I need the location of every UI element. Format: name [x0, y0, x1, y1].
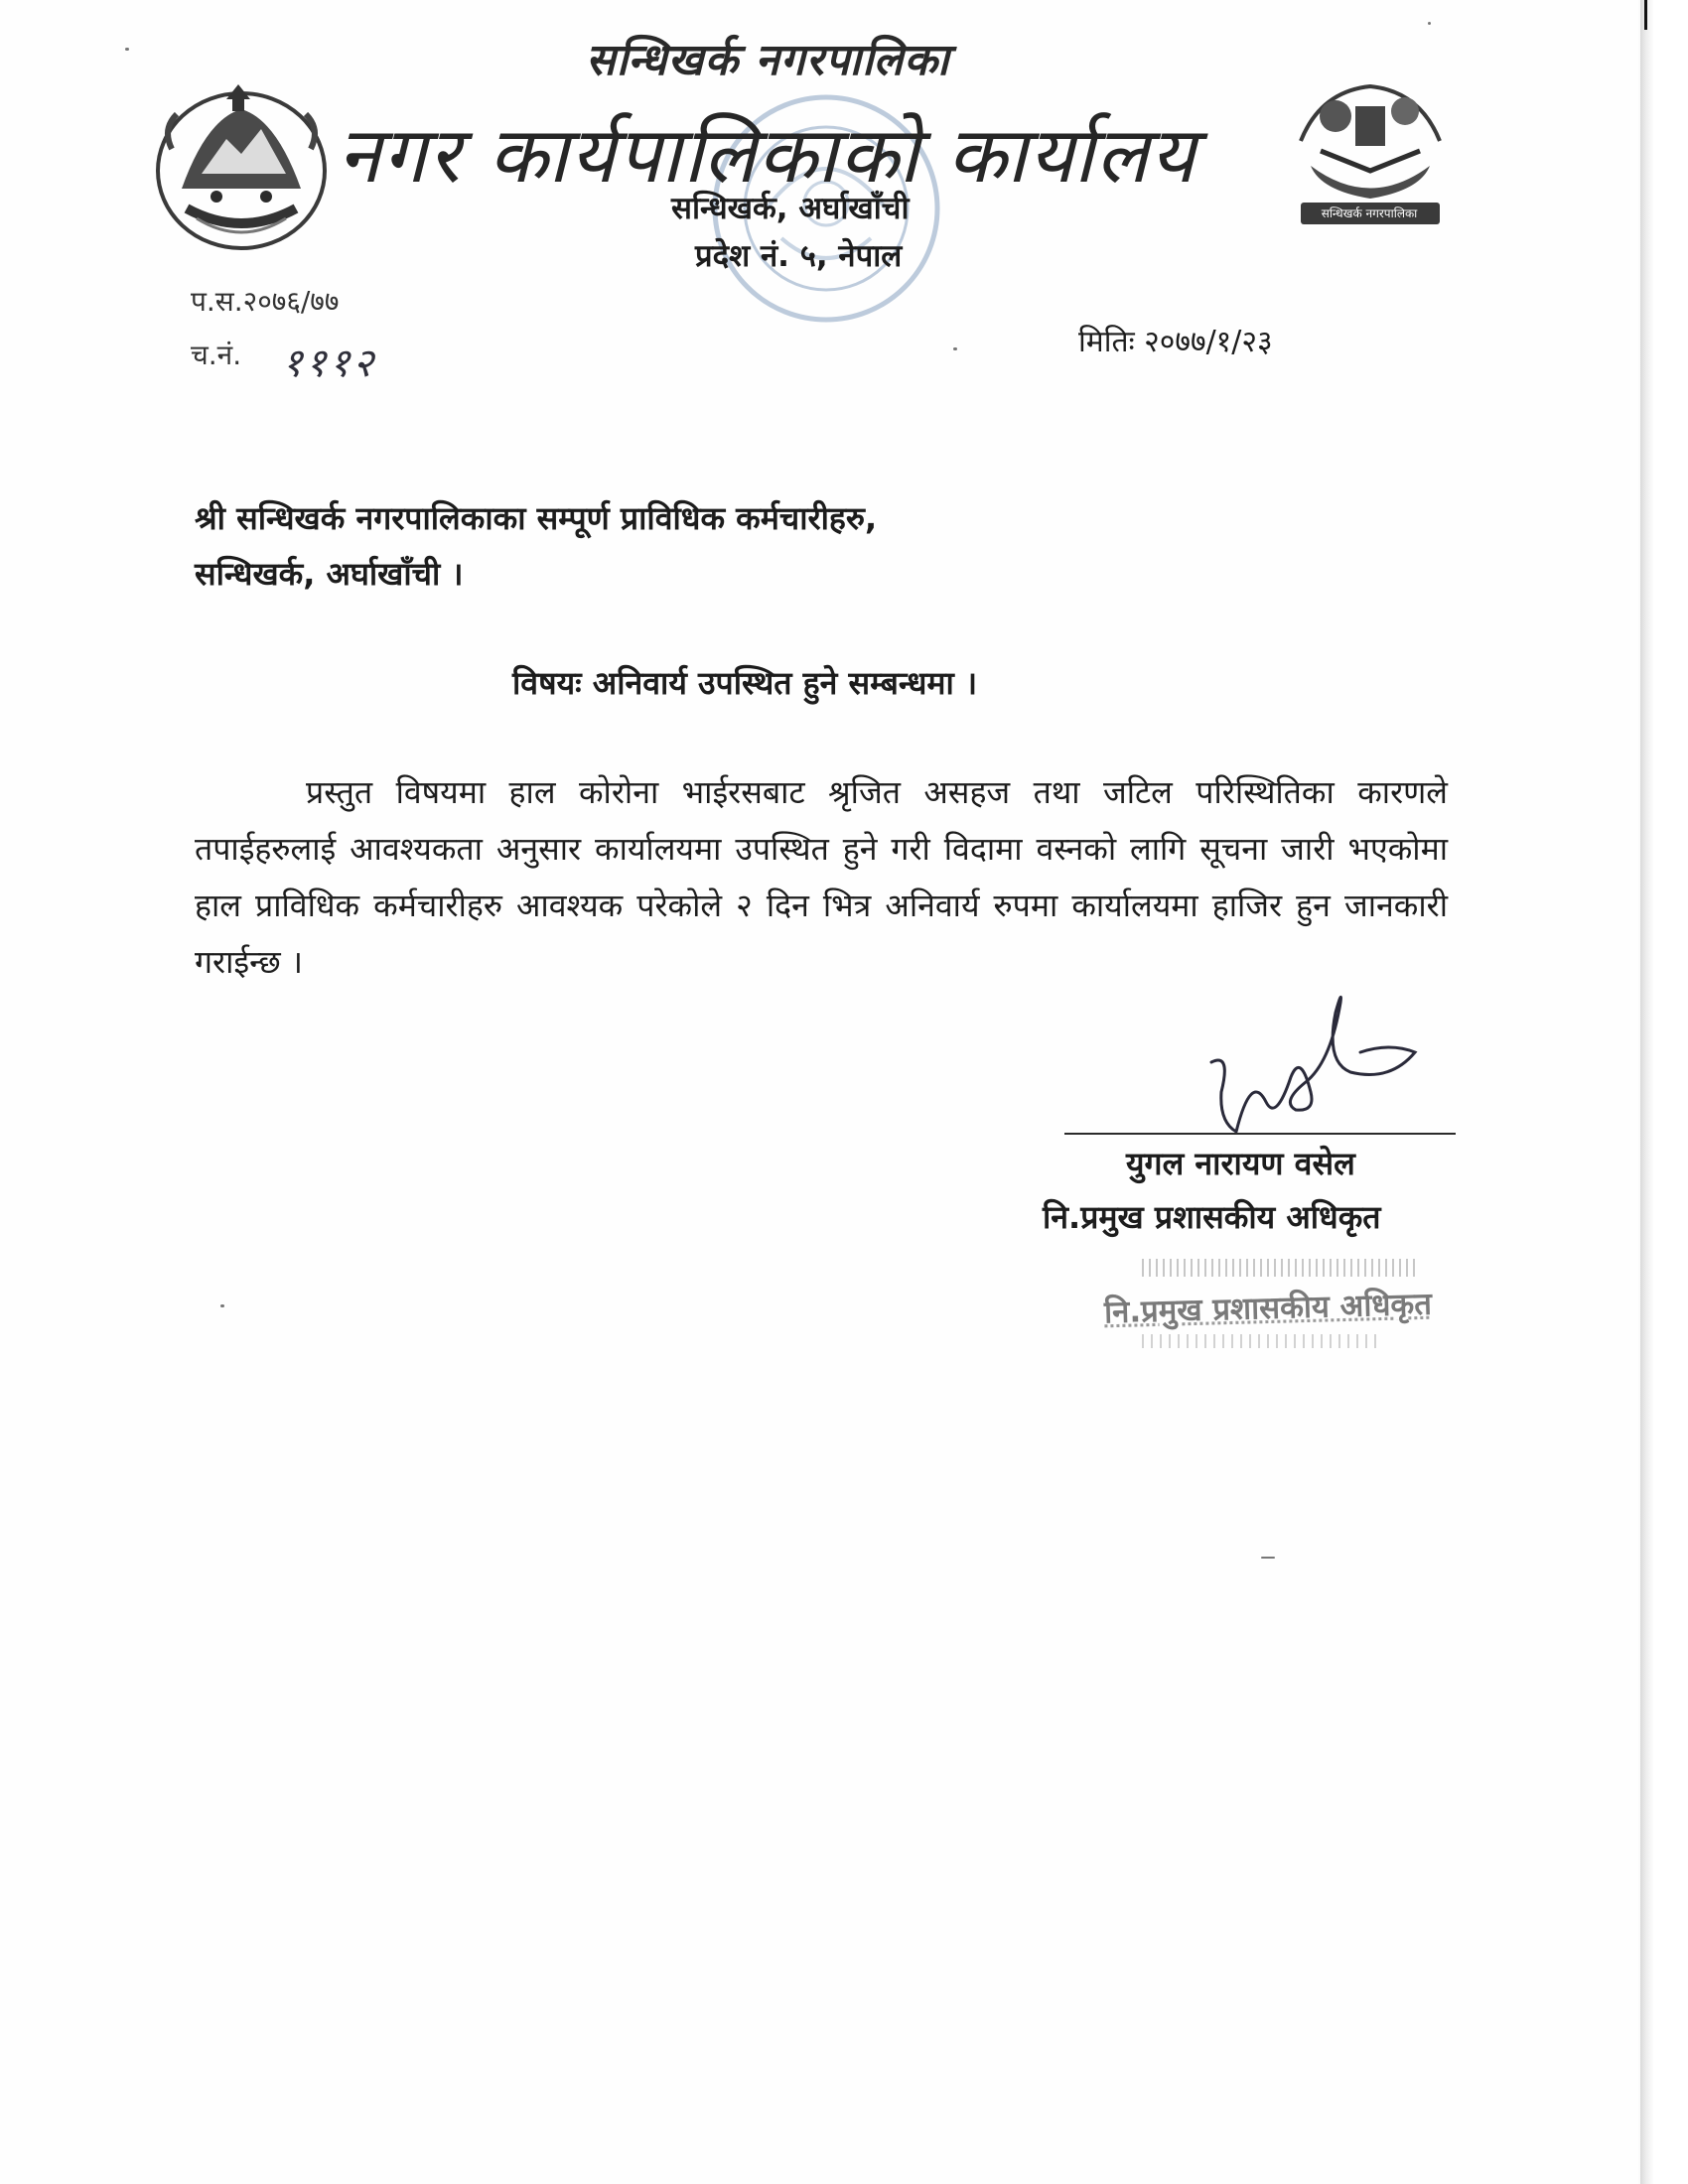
letter-body: प्रस्तुत विषयमा हाल कोरोना भाईरसबाट श्रृजित असहज तथा जटिल परिस्थितिका कारणले तपाईहरुलाई आवश्यकता अनुसार कार्यालयमा उपस्थित हुने गरी विदामा वस्नको लागि सूचना जारी भएकोमा हाल प्राविधिक कर्मचारीहरु आवश्यक परेकोले २ दिन भित्र अनिवार्य रुपमा कार्यालयमा हाजिर हुन जानकारी गराईन्छ ।	[195, 773, 1448, 981]
handwritten-signature	[1192, 983, 1430, 1152]
designation-stamp: नि.प्रमुख प्रशासकीय अधिकृत	[1103, 1286, 1433, 1331]
fiscal-year-reference: प.स.२०७६/७७	[191, 285, 340, 318]
scan-speck	[1428, 22, 1431, 25]
signatory-title: नि.प्रमुख प्रशासकीय अधिकृत	[1043, 1198, 1381, 1236]
stamp-texture-bottom	[1142, 1334, 1380, 1348]
scan-speck	[953, 347, 957, 350]
addressee-line-1: श्री सन्धिखर्क नगरपालिकाका सम्पूर्ण प्राविधिक कर्मचारीहरु,	[195, 499, 878, 537]
chalani-label: च.नं.	[191, 339, 242, 371]
signatory-name: युगल नारायण वसेल	[1126, 1145, 1355, 1182]
address-line-2: प्रदेश नं. ५, नेपाल	[695, 238, 903, 274]
scan-speck	[1261, 1557, 1275, 1559]
municipality-name: सन्धिखर्क नगरपालिका	[586, 35, 950, 85]
municipality-logo-caption: सन्धिखर्क नगरपालिका	[1321, 206, 1418, 220]
address-line-1: सन्धिखर्क, अर्घाखाँची	[671, 191, 910, 226]
addressee-line-2: सन्धिखर्क, अर्घाखाँची ।	[195, 555, 464, 593]
letter-subject: विषयः अनिवार्य उपस्थित हुने सम्बन्धमा ।	[512, 664, 978, 702]
office-name: नगर कार्यपालिकाको कार्यालय	[338, 111, 1197, 201]
scan-speck	[125, 48, 129, 51]
stamp-texture-top	[1142, 1259, 1420, 1277]
signature-line	[1064, 1133, 1456, 1135]
letter-date: मितिः २०७७/१/२३	[1078, 325, 1273, 359]
addressee-block	[195, 490, 877, 602]
nepal-government-emblem-icon	[147, 79, 336, 258]
scan-speck	[220, 1304, 224, 1307]
scan-right-edge	[1640, 0, 1688, 2184]
chalani-number: १११२	[282, 341, 377, 386]
